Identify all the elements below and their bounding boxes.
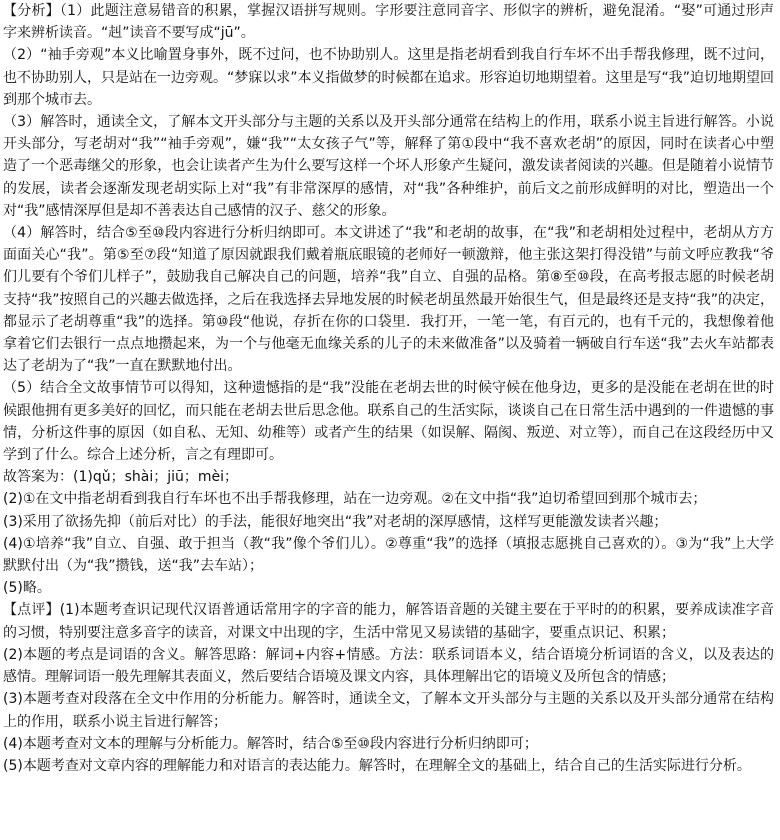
answer-line-2: (2)①在文中指老胡看到我自行车坏也不出手帮我修理，站在一边旁观。②在文中指“我”迫切希望回到那个城市去； (3, 491, 707, 508)
analysis-paragraph-1 (3, 0, 774, 44)
answer-line-1: 故答案为：(1)qǔ；shài；jiū；mèi； (3, 469, 239, 486)
comment-paragraph-1 (3, 599, 774, 643)
analysis-tag: 【分析】 (3, 3, 60, 19)
analysis-paragraph-2: （2）“袖手旁观”本义比喻置身事外，既不过问，也不协助别人。这里是指老胡看到我自行车坏不出手帮我修理，既不过问，也不协助别人，只是站在一边旁观。“梦寐以求”本义指做梦的时候都在追求。形容迫切地期望着。这里是写“我”迫切地期望回到那个城市去。 (3, 47, 775, 108)
analysis-paragraph-4: （4）解答时，结合⑤至⑩段内容进行分析归纳即可。本文讲述了“我”和老胡的故事，在“我”和老胡相处过程中，老胡从方方面面关心“我”。第⑤至⑦段“知道了原因就跟我们戴着瓶底眼镜的老师好一顿激辩，他主张这架打得没错”与前文呼应教我“爷们儿要有个爷们儿样子”，鼓励我自己解决自己的问题，培养“我”自立、自强的品格。第⑧至⑩段，在高考报志愿的时候老胡支持“我”按照自己的兴趣去做选择，之后在我选择去异地发展的时候老胡虽然最开始很生气，但是最终还是支持“我”的决定，都显示了老胡尊重“我”的选择。第⑩段“他说，存折在你的口袋里．我打开，一笔一笔，有百元的，也有千元的，我想像着他拿着它们去银行一点点地攒起来，为一个与他毫无血缘关系的儿子的未来做准备”以及骑着一辆破自行车送“我”去火车站都表达了老胡为了“我”一直在默默地付出。 (3, 225, 775, 375)
comment-paragraph-2: (2)本题的考点是词语的含义。解答思路：解词+内容+情感。方法：联系词语本义，结合语境分析词语的含义，以及表达的感情。理解词语一般先理解其表面义，然后要结合语境及课文内容，具体理解出它的语境义及所包含的情感； (3, 646, 774, 686)
comment-text-1: (1)本题考查识记现代汉语普通话常用字的字音的能力，解答语音题的关键主要在于平时的的积累，要养成读准字音的习惯，特别要注意多音字的读音，对课文中出现的字，生活中常见又易读错的基础字，要重点识记、积累； (3, 602, 775, 641)
analysis-text-1: （1）此题注意易错音的积累，掌握汉语拼写规则。字形要注意同音字、形似字的辨析，避免混淆。“娶”可通过形声字来辨析读音。“赳”读音不要写成“jū”。 (3, 3, 774, 42)
answer-line-5: (5)略。 (3, 580, 51, 597)
comment-paragraph-4: (4)本题考查对文本的理解与分析能力。解答时，结合⑤至⑩段内容进行分析归纳即可； (3, 735, 538, 752)
analysis-paragraph-3: （3）解答时，通读全文，了解本文开头部分与主题的关系以及开头部分通常在结构上的作用，联系小说主旨进行解答。小说开头部分，写老胡对“我”“袖手旁观”，嫌“我”“太女孩子气”等，解释了第①段中“我不喜欢老胡”的原因，同时在读者心中塑造了一个恶毒继父的形象，也会让读者产生为什么要写这样一个坏人形象产生疑问，激发读者阅读的兴趣。但是随着小说情节的发展，读者会逐渐发现老胡实际上对“我”有非常深厚的感情，对“我”各种维护，前后文之前形成鲜明的对比，塑造出一个对“我”感情深厚但是却不善表达自己感情的汉子、慈父的形象。 (3, 114, 774, 219)
answer-line-3: (3)采用了欲扬先抑（前后对比）的手法，能很好地突出“我”对老胡的深厚感情，这样写更能激发读者兴趣； (3, 513, 668, 530)
analysis-paragraph-5: （5）结合全文故事情节可以得知，这种遗憾指的是“我”没能在老胡去世的时候守候在他身边，更多的是没能在老胡在世的时候跟他拥有更多美好的回忆，而只能在老胡去世后思念他。联系自己的生活实际，谈谈自己在日常生活中遇到的一件遗憾的事情，分析这件事的原因（如自私、无知、幼稚等）或者产生的结果（如误解、隔阂、叛逆、对立等），而自己在这段经历中又学到了什么。综合上述分析，言之有理即可。 (3, 380, 774, 464)
comment-tag: 【点评】 (3, 602, 60, 619)
comment-paragraph-5: (5)本题考查对文章内容的理解能力和对语言的表达能力。解答时，在理解全文的基础上，结合自己的生活实际进行分析。 (3, 757, 751, 774)
comment-paragraph-3: (3)本题考查对段落在全文中作用的分析能力。解答时，通读全文，了解本文开头部分与主题的关系以及开头部分通常在结构上的作用，联系小说主旨进行解答； (3, 691, 774, 730)
answer-line-4: (4)①培养“我”自立、自强、敢于担当（教“我”像个爷们儿）。②尊重“我”的选择（填报志愿挑自己喜欢的）。③为“我”上大学默默付出（为“我”攒钱，送“我”去车站）； (3, 535, 774, 575)
